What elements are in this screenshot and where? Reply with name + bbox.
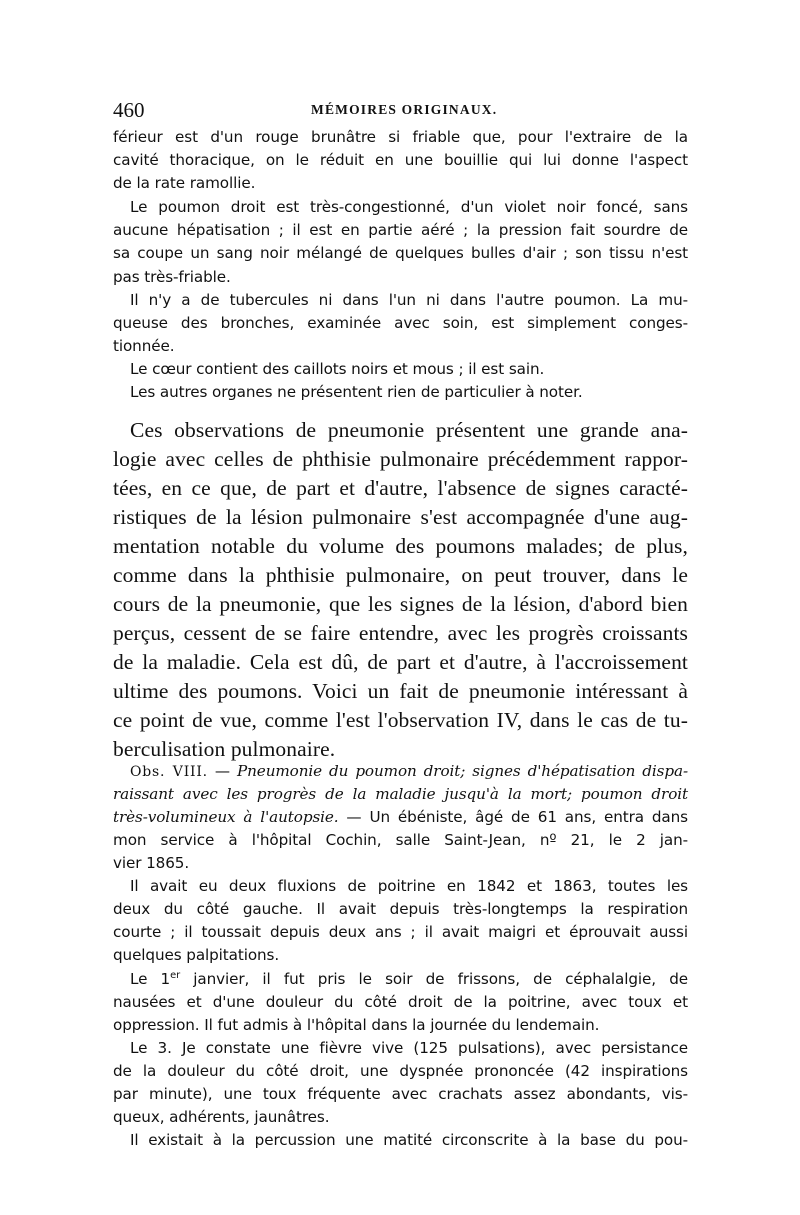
observation-title: raissant avec les progrès de la maladie jusqu'à la mort; poumon droit: [113, 785, 688, 803]
text-line: pas très-friable.: [113, 268, 231, 286]
text-span: — Un ébéniste, âgé de 61 ans, entra dans: [338, 808, 688, 826]
observation-title-line: [130, 762, 688, 780]
observation-label: Obs. VIII.: [130, 764, 208, 780]
text-line: de la maladie. Cela est dû, de part et d'autre, à l'accroissement: [113, 650, 688, 674]
text-line: Il existait à la percussion une matité circonscrite à la base du pou-: [130, 1131, 688, 1149]
text-line: mentation notable du volume des poumons malades; de plus,: [113, 534, 688, 558]
text-line: queuse des bronches, examinée avec soin, est simplement conges-: [113, 314, 688, 332]
text-line: perçus, cessent de se faire entendre, avec les progrès croissants: [113, 621, 688, 645]
page-header: [113, 98, 688, 122]
text-line: comme dans la phthisie pulmonaire, on peut trouver, dans le: [113, 563, 688, 587]
text-line: ce point de vue, comme l'est l'observation IV, dans le cas de tu-: [113, 708, 688, 732]
text-line: queux, adhérents, jaunâtres.: [113, 1108, 330, 1126]
text-line: de la rate ramollie.: [113, 174, 256, 192]
superscript: er: [170, 969, 181, 981]
text-line: cours de la pneumonie, que les signes de la lésion, d'abord bien: [113, 592, 688, 616]
text-line: cavité thoracique, on le réduit en une bouillie qui lui donne l'aspect: [113, 151, 688, 169]
text-line: sa coupe un sang noir mélangé de quelques bulles d'air ; son tissu n'est: [113, 244, 688, 262]
running-title: MÉMOIRES ORIGINAUX.: [311, 102, 498, 117]
text-line: deux du côté gauche. Il avait depuis très-longtemps la respiration: [113, 900, 688, 918]
text-line: berculisation pulmonaire.: [113, 737, 336, 761]
text-line: mon service à l'hôpital Cochin, salle Saint-Jean, nº 21, le 2 jan-: [113, 831, 688, 849]
text-line: courte ; il toussait depuis deux ans ; il avait maigri et éprouvait aussi: [113, 923, 688, 941]
text-line: Les autres organes ne présentent rien de particulier à noter.: [130, 383, 583, 401]
text-line: aucune hépatisation ; il est en partie aéré ; la pression fait sourdre de: [113, 221, 688, 239]
text-line: Il n'y a de tubercules ni dans l'un ni dans l'autre poumon. La mu-: [130, 291, 688, 309]
text-line: ristiques de la lésion pulmonaire s'est accompagnée d'une aug-: [113, 505, 688, 529]
text-line: férieur est d'un rouge brunâtre si friable que, pour l'extraire de la: [113, 128, 688, 146]
page-number: 460: [113, 98, 145, 122]
text-line: Le 3. Je constate une fièvre vive (125 pulsations), avec persistance: [130, 1039, 688, 1057]
text-span: janvier, il fut pris le soir de frissons, de céphalalgie, de: [180, 970, 688, 988]
observation-title: Pneumonie du poumon droit; signes d'hépatisation dispa-: [237, 762, 688, 780]
dash: —: [207, 762, 237, 780]
text-line: ultime des poumons. Voici un fait de pneumonie intéressant à: [113, 679, 688, 703]
text-line: [130, 970, 688, 988]
text-line: Le cœur contient des caillots noirs et mous ; il est sain.: [130, 360, 545, 378]
text-line: quelques palpitations.: [113, 946, 280, 964]
text-line: par minute), une toux fréquente avec crachats assez abondants, vis-: [113, 1085, 688, 1103]
text-line: logie avec celles de phthisie pulmonaire précédemment rappor-: [113, 447, 688, 471]
text-line: tées, en ce que, de part et d'autre, l'absence de signes caracté-: [113, 476, 688, 500]
text-span: Le 1: [130, 970, 171, 988]
text-line: [113, 808, 688, 826]
observation-title: très-volumineux à l'autopsie.: [113, 808, 339, 826]
observation-title-line: [113, 785, 688, 803]
text-line: Ces observations de pneumonie présentent une grande ana-: [130, 418, 688, 442]
text-line: nausées et d'une douleur du côté droit de la poitrine, avec toux et: [113, 993, 688, 1011]
text-line: oppression. Il fut admis à l'hôpital dans la journée du lendemain.: [113, 1016, 600, 1034]
text-line: Le poumon droit est très-congestionné, d'un violet noir foncé, sans: [130, 198, 688, 216]
text-line: de la douleur du côté droit, une dyspnée prononcée (42 inspirations: [113, 1062, 688, 1080]
text-line: vier 1865.: [113, 854, 190, 872]
text-line: Il avait eu deux fluxions de poitrine en 1842 et 1863, toutes les: [130, 877, 688, 895]
text-line: tionnée.: [113, 337, 175, 355]
